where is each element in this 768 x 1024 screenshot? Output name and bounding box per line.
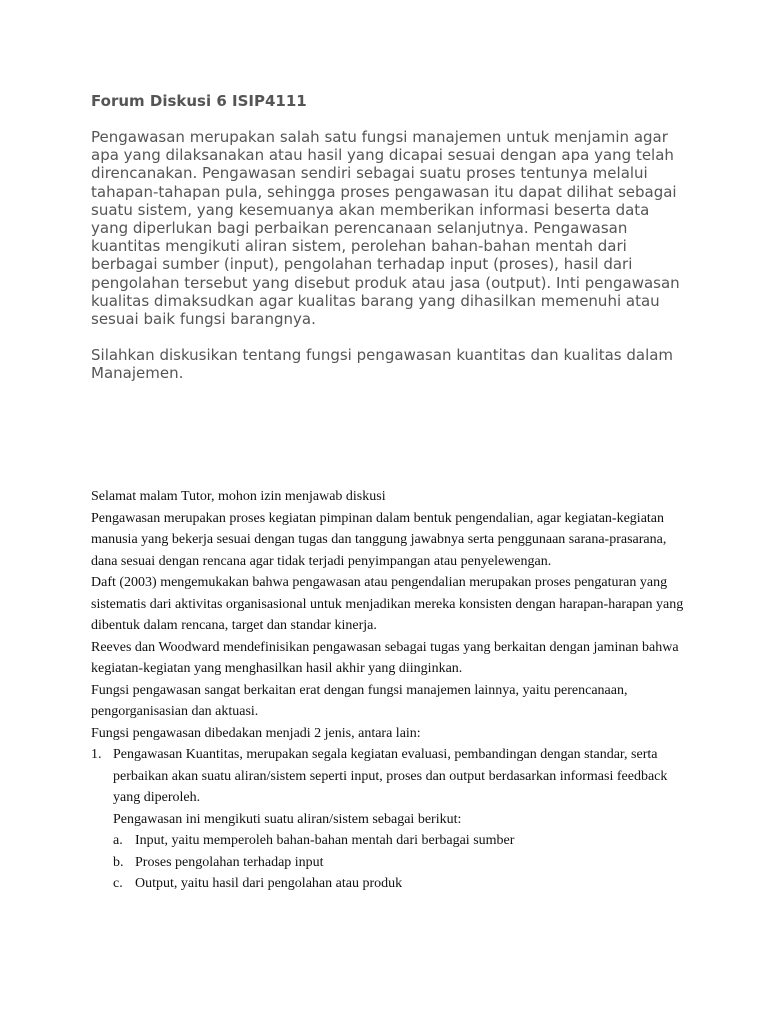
- definition-paragraph: Pengawasan merupakan proses kegiatan pimpinan dalam bentuk pengendalian, agar kegiatan-kegiatan manusia yang bekerja sesuai dengan tugas dan tanggung jawabnya serta penggunaan sarana-prasarana, dana sesuai dengan rencana agar tidak terjadi penyimpangan atau penyelewengan.: [91, 510, 667, 569]
- sublist-item-text: Input, yaitu memperoleh bahan-bahan mentah dari berbagai sumber: [135, 833, 515, 848]
- list-item-text: Pengawasan Kuantitas, merupakan segala kegiatan evaluasi, pembandingan dengan standar, serta perbaikan akan suatu aliran/sistem seperti input, proses dan output berdasarkan informasi feedback yang diperoleh.: [113, 747, 668, 805]
- forum-title: Forum Diskusi 6 ISIP4111: [91, 92, 307, 110]
- sublist-item-text: Proses pengolahan terhadap input: [135, 854, 324, 870]
- list-marker: 1.: [91, 747, 102, 762]
- reeves-paragraph: Reeves dan Woodward mendefinisikan pengawasan sebagai tugas yang berkaitan dengan jaminan bahwa kegiatan-kegiatan yang menghasilkan hasil akhir yang diinginkan.: [91, 639, 679, 676]
- prompt-paragraph-2: Silahkan diskusikan tentang fungsi pengawasan kuantitas dan kualitas dalam Manajemen.: [91, 346, 674, 383]
- list-item: [91, 744, 691, 895]
- forum-header-section: [91, 91, 691, 383]
- sublist-item: [113, 830, 691, 852]
- lettered-sublist: [113, 830, 691, 895]
- sublist-marker: b.: [113, 854, 124, 870]
- numbered-list: [91, 744, 691, 895]
- sublist-item: [113, 852, 691, 874]
- sublist-item-text: Output, yaitu hasil dari pengolahan atau produk: [135, 876, 403, 891]
- list-item-followup: Pengawasan ini mengikuti suatu aliran/sistem sebagai berikut:: [113, 811, 462, 827]
- forum-prompt: [91, 128, 691, 383]
- prompt-paragraph-1: Pengawasan merupakan salah satu fungsi manajemen untuk menjamin agar apa yang dilaksanakan atau hasil yang dicapai sesuai dengan apa yang telah direncanakan. Pengawasan sendiri sebagai suatu proses tentunya melalui tahapan-tahapan pula, sehingga proses pengawasan itu dapat dilihat sebagai suatu sistem, yang kesemuanya akan memberikan informasi beserta data yang diperlukan bagi perbaikan perencanaan selanjutnya. Pengawasan kuantitas mengikuti aliran sistem, perolehan bahan-bahan mentah dari berbagai sumber (input), pengolahan terhadap input (proses), hasil dari pengolahan tersebut yang disebut produk atau jasa (output). Inti pengawasan kualitas dimaksudkan agar kualitas barang yang dihasilkan memenuhi atau sesuai baik fungsi barangnya.: [91, 128, 680, 329]
- function-relation-paragraph: Fungsi pengawasan sangat berkaitan erat dengan fungsi manajemen lainnya, yaitu perencanaan, pengorganisasian dan aktuasi.: [91, 682, 628, 719]
- sublist-marker: c.: [113, 876, 123, 891]
- discussion-answer: [91, 486, 691, 895]
- types-intro-paragraph: Fungsi pengawasan dibedakan menjadi 2 jenis, antara lain:: [91, 725, 421, 741]
- greeting-paragraph: Selamat malam Tutor, mohon izin menjawab diskusi: [91, 489, 386, 504]
- daft-paragraph: Daft (2003) mengemukakan bahwa pengawasan atau pengendalian merupakan proses pengaturan yang sistematis dari aktivitas organisasional untuk menjadikan mereka konsisten dengan harapan-harapan yang dibentuk dalam rencana, target dan standar kinerja.: [91, 575, 684, 633]
- sublist-marker: a.: [113, 833, 123, 848]
- sublist-item: [113, 873, 691, 895]
